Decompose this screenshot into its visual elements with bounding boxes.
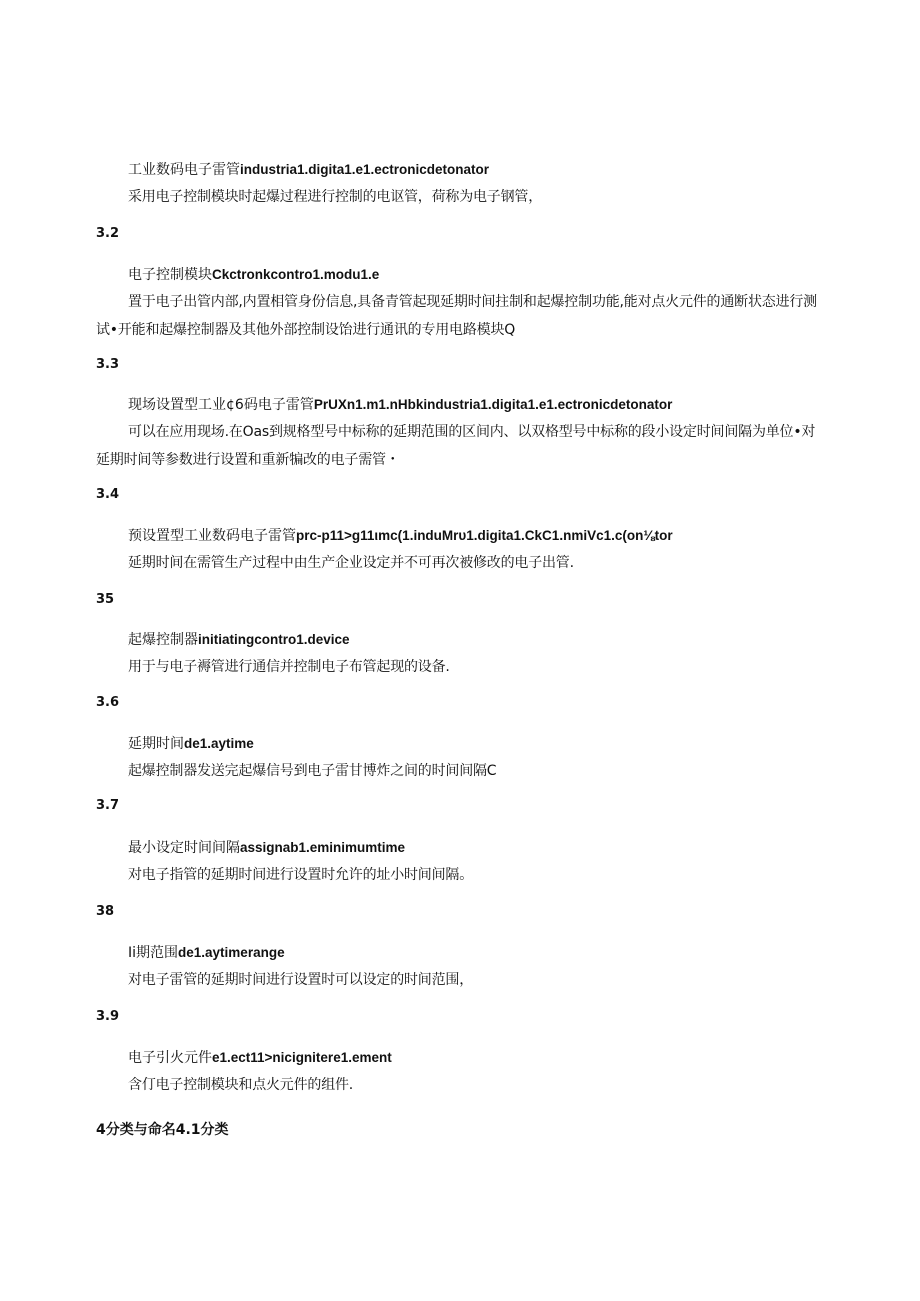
term-definition: 可以在应用现场.在Oas到规格型号中标称的延期范围的区间内、以双格型号中标称的段小设定时间间隔为单位•对延期时间等参数进行设置和重新犏改的电子需管・ (96, 424, 816, 468)
term-english: assignab1.eminimumtime (240, 840, 406, 855)
section-number: 3.7 (96, 798, 120, 813)
term-english: Ckctronkcontro1.modu1.e (212, 267, 380, 282)
term-english: industria1.digita1.e1.ectronicdetonator (240, 162, 490, 177)
term-title (128, 396, 672, 414)
term-title (128, 1049, 392, 1067)
term-chinese: 最小设定时间间隔 (128, 840, 240, 856)
section-number: 3.9 (96, 1009, 120, 1024)
term-title (128, 631, 350, 649)
term-definition: 起爆控制器发送完起爆信号到电子雷甘博炸之间的时间间隔C (128, 763, 497, 779)
term-title (128, 527, 673, 545)
term-chinese: 电子引火元件 (128, 1050, 212, 1066)
section-number: 3.3 (96, 357, 120, 372)
term-english: PrUXn1.m1.nHbkindustria1.digita1.e1.ectronicdetonator (313, 397, 673, 412)
term-english: e1.ect11>nicignitere1.ement (212, 1050, 392, 1065)
term-definition: 采用电子控制模块时起爆过程进行控制的电讴管，荷称为电子钢管， (128, 189, 542, 205)
term-chinese: Ii期范围 (128, 945, 179, 961)
section-number: 3.6 (96, 695, 120, 710)
term-english: de1.aytime (184, 736, 254, 751)
term-definition: 延期时间在需管生产过程中由生产企业设定并不可再次被修改的电子出管. (128, 555, 574, 571)
term-chinese: 电子控制模块 (128, 267, 212, 283)
term-english: de1.aytimerange (178, 945, 285, 960)
term-english: initiatingcontro1.device (198, 632, 350, 647)
term-chinese: 工业数码电子雷管 (128, 162, 240, 178)
term-definition: 置于电子出管内部,内置相管身份信息,具备青管起现延期时间拄制和起爆控制功能,能对点火元件的通断状态进行测试•开能和起爆控制器及其他外部控制设饴进行通讯的专用电路模块Q (96, 294, 817, 338)
term-title (128, 161, 489, 179)
term-title (128, 735, 254, 753)
term-chinese: 预设置型工业数码电子雷管 (128, 528, 296, 544)
term-title (128, 839, 405, 857)
section-number: 3.4 (96, 487, 120, 502)
section-number: 3.2 (96, 226, 120, 241)
term-chinese: 现场设置型工业¢6码电子雷管 (128, 397, 314, 413)
term-definition: 用于与电子褥管进行通信并控制电子布管起现的设备. (128, 659, 450, 675)
section-number: 38 (96, 904, 115, 919)
term-definition: 含仃电子控制模块和点火元件的组件. (128, 1077, 354, 1093)
term-chinese: 起爆控制器 (128, 632, 198, 648)
term-title (128, 266, 379, 284)
term-definition: 对电子指管的延期时间进行设置时允许的址小时间间隔。 (128, 867, 473, 883)
term-definition: 对电子雷管的延期时间进行设置时可以设定的时间范围， (128, 972, 473, 988)
section-heading: 4分类与命名4.1分类 (96, 1122, 229, 1138)
term-title (128, 944, 285, 962)
term-chinese: 延期时间 (128, 736, 184, 752)
term-english: prc-p11>g11ιmc(1.induMrυ1.digita1.CkC1.nmiVc1.c(on⅛tor (296, 528, 673, 543)
section-number: 35 (96, 592, 115, 607)
